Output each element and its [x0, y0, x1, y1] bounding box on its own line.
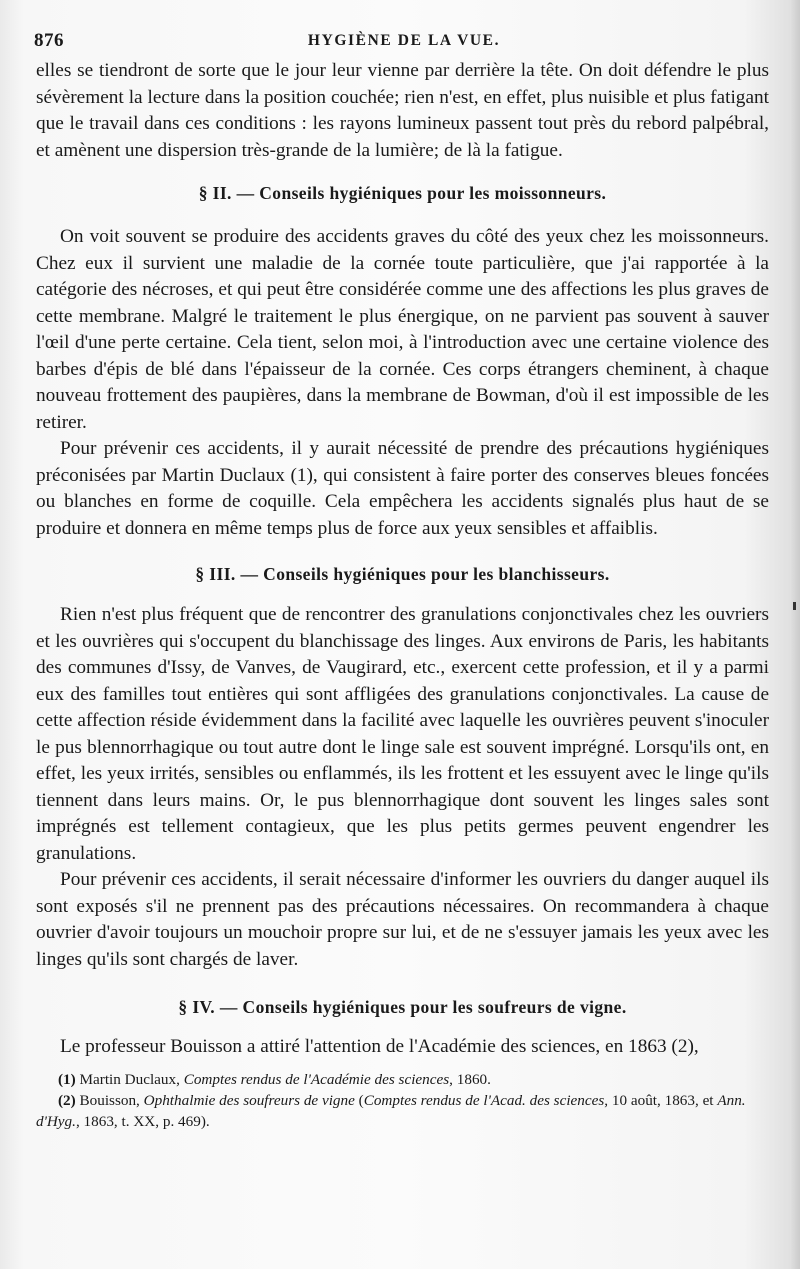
footnote-2 — [36, 1090, 769, 1132]
paragraph-moissonneurs-accidents: On voit souvent se produire des accidents graves du côté des yeux chez les moissonneurs. Chez eux il survient une maladie de la cornée toute particulière, que j'ai rapportée à la catégorie des nécroses, et qui peut être considérée comme une des affections les plus graves de cette membrane. Malgré le traitement le plus énergique, on ne parvient pas souvent à sauver l'œil d'une perte certaine. Cela tient, selon moi, à l'introduction avec une certaine violence des barbes d'épis de blé dans l'épaisseur de la cornée. Ces corps étrangers cheminent, à chaque nouveau frottement des paupières, dans la membrane de Bowman, d'où il est impossible de les retirer. — [36, 226, 769, 433]
footnote-2-source: Comptes rendus de l'Acad. des sciences — [363, 1091, 605, 1109]
section-heading-moissonneurs: § II. — Conseils hygiéniques pour les moissonneurs. — [198, 183, 607, 203]
page-body — [36, 58, 769, 1132]
footnote-2-date: , 10 août, 1863, et — [604, 1091, 718, 1109]
footnote-1-rest: , 1860. — [449, 1070, 491, 1088]
footnote-2-number: (2) — [58, 1091, 76, 1109]
footnote-1-author: Martin Duclaux, — [79, 1070, 180, 1088]
footnote-2-journal: Ann. d'Hyg. — [36, 1091, 746, 1130]
footnote-2-paren: ( — [354, 1091, 364, 1109]
paragraph-soufreurs-intro: Le professeur Bouisson a attiré l'attention de l'Académie des sciences, en 1863 (2), — [60, 1036, 699, 1057]
margin-mark — [793, 602, 796, 610]
page-header — [34, 30, 774, 56]
section-heading-soufreurs: § IV. — Conseils hygiéniques pour les soufreurs de vigne. — [178, 997, 627, 1017]
footnote-1 — [36, 1069, 769, 1090]
footnote-1-title: Comptes rendus de l'Académie des sciences — [183, 1070, 450, 1088]
paragraph-moissonneurs-prevention: Pour prévenir ces accidents, il y aurait nécessité de prendre des précautions hygiéniques préconisées par Martin Duclaux (1), qui consistent à faire porter des conserves bleues foncées ou blanches en forme de coquille. Cela empêchera les accidents signalés plus haut de se produire et donnera en même temps plus de force aux yeux sensibles et affaiblis. — [36, 438, 769, 539]
footnotes — [36, 1069, 769, 1132]
running-title: HYGIÈNE DE LA VUE. — [307, 32, 501, 49]
paragraph-blanchisseurs-prevention: Pour prévenir ces accidents, il serait nécessaire d'informer les ouvriers du danger auquel ils sont exposés s'il ne prennent pas des précautions nécessaires. On recommandera à chaque ouvrier d'avoir toujours un mouchoir propre sur lui, et de ne s'essuyer jamais les yeux avec les linges qu'ils sont chargés de laver. — [36, 869, 769, 970]
paragraph-blanchisseurs-granulations: Rien n'est plus fréquent que de rencontrer des granulations conjonctivales chez les ouvriers et les ouvrières qui s'occupent du blanchissage des linges. Aux environs de Paris, les habitants des communes d'Issy, de Vanves, de Vaugirard, etc., exercent cette profession, et il y a parmi eux des familles tout entières qui sont affligées des granulations conjonctivales. La cause de cette affection réside évidemment dans la facilité avec laquelle les ouvrières peuvent s'inoculer le pus blennorrhagique ou tout autre dont le linge sale est souvent imprégné. Lorsqu'ils ont, en effet, les yeux irrités, sensibles ou enflammés, ils les frottent et les essuyent avec le linge qu'ils tiennent dans leurs mains. Or, le pus blennorrhagique dont souvent les linges sales sont imprégnés est tellement contagieux, que les plus petits germes peuvent engendrer les granulations. — [36, 604, 769, 864]
page-edge-shadow — [790, 0, 800, 1269]
page-number: 876 — [34, 30, 64, 51]
footnote-1-number: (1) — [58, 1070, 76, 1088]
section-heading-blanchisseurs: § III. — Conseils hygiéniques pour les blanchisseurs. — [195, 564, 610, 584]
footnote-2-rest: , 1863, t. XX, p. 469). — [75, 1112, 210, 1130]
paragraph-continuation: elles se tiendront de sorte que le jour leur vienne par derrière la tête. On doit défendre le plus sévèrement la lecture dans la position couchée; rien n'est, en effet, plus nuisible et plus fatigant que le travail dans ces conditions : les rayons lumineux passent tout près du rebord palpébral, et amènent une dispersion très-grande de la lumière; de là la fatigue. — [36, 60, 769, 161]
footnote-2-title: Ophthalmie des soufreurs de vigne — [143, 1091, 355, 1109]
footnote-2-author: Bouisson, — [79, 1091, 140, 1109]
